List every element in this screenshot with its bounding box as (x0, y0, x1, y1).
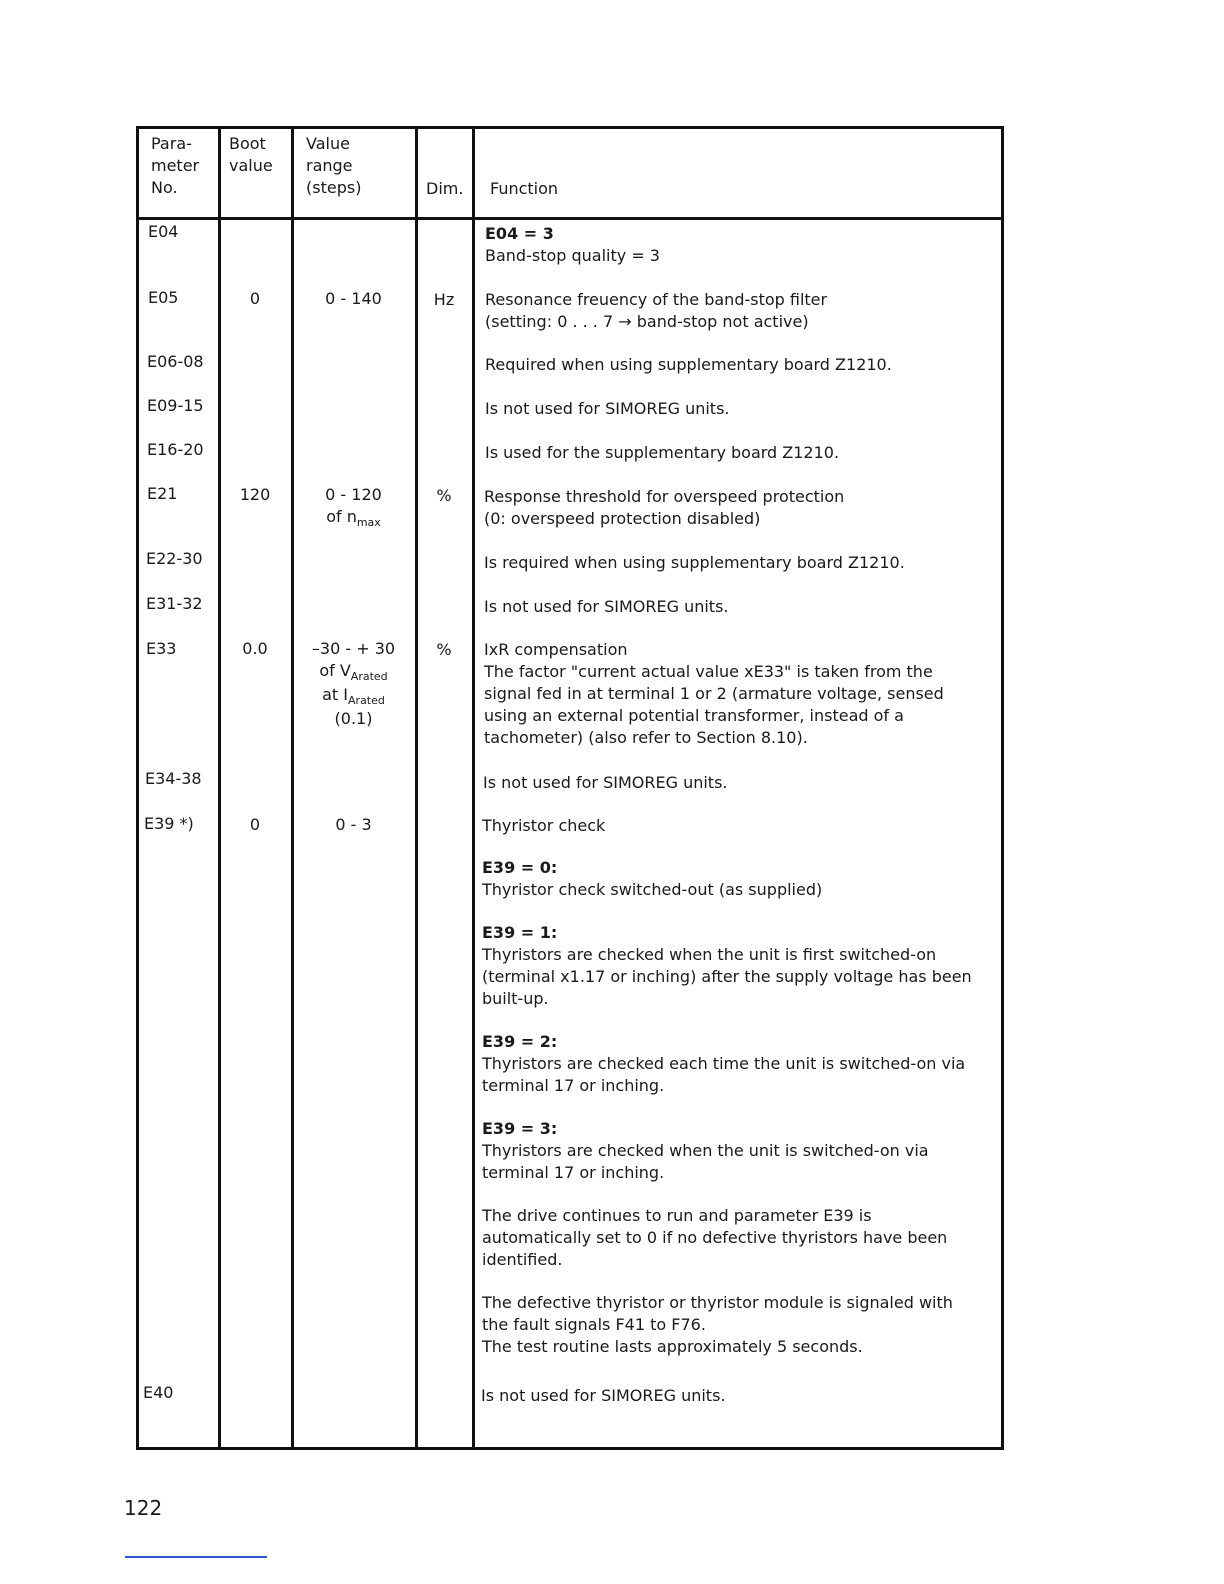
header-param: Para- meter No. (151, 134, 200, 197)
param-e40: E40 (143, 1383, 174, 1402)
func-e34-38: Is not used for SIMOREG units. (483, 773, 728, 792)
func-e21: Response threshold for overspeed protection (0: overspeed protection disabled) (484, 487, 845, 528)
param-e06-08: E06-08 (147, 352, 204, 371)
header-dim: Dim. (426, 179, 464, 198)
dim-e21: % (436, 486, 452, 505)
dim-e05: Hz (433, 290, 455, 309)
column-divider (291, 129, 294, 1447)
footer-rule (125, 1556, 267, 1558)
func-e06-08: Required when using supplementary board Z1210. (485, 355, 892, 374)
column-divider (472, 129, 475, 1447)
column-divider (218, 129, 221, 1447)
func-e40: Is not used for SIMOREG units. (481, 1386, 726, 1405)
range-e05: 0 - 140 (325, 289, 382, 308)
parameter-table (136, 126, 1004, 1450)
column-divider (415, 129, 418, 1447)
param-e16-20: E16-20 (147, 440, 204, 459)
range-e33: –30 - + 30 of $V_{Arated}$ at $I_{Arated}$ (0.1) (311, 639, 396, 728)
boot-e21: 120 (239, 485, 271, 504)
header-divider (139, 217, 1001, 220)
range-e21: 0 - 120 of $n_{max}$ (325, 485, 382, 529)
header-function: Function (490, 179, 559, 198)
boot-e33: 0.0 (242, 639, 268, 658)
param-e33: E33 (146, 639, 177, 658)
param-e31-32: E31-32 (146, 594, 203, 613)
param-e21: E21 (147, 484, 178, 503)
param-e04: E04 (148, 222, 179, 241)
header-range: Value range (steps) (306, 134, 362, 197)
header-boot: Boot value (229, 134, 273, 175)
func-e05: Resonance freuency of the band-stop filter (setting: 0 . . . 7 → band-stop not active) (485, 290, 828, 331)
range-e39: 0 - 3 (335, 815, 372, 834)
boot-e05: 0 (249, 289, 261, 308)
page-number: 122 (124, 1496, 163, 1520)
dim-e33: % (436, 640, 452, 659)
param-e05: E05 (148, 288, 179, 307)
param-e34-38: E34-38 (145, 769, 202, 788)
boot-e39: 0 (249, 815, 261, 834)
func-e04: E04 = 3 Band-stop quality = 3 (485, 224, 660, 265)
func-e31-32: Is not used for SIMOREG units. (484, 597, 729, 616)
param-e22-30: E22-30 (146, 549, 203, 568)
param-e09-15: E09-15 (147, 396, 204, 415)
func-e22-30: Is required when using supplementary board Z1210. (484, 553, 905, 572)
param-e39: E39 *) (144, 814, 194, 833)
func-e16-20: Is used for the supplementary board Z1210. (485, 443, 840, 462)
func-e39: Thyristor check E39 = 0: Thyristor check switched-out (as supplied) E39 = 1: Thyristors are checked when the unit is first switched-on (terminal x1.17 or inching) after the supply voltage has been built-up. E39 = 2: Thyristors are checked each time the unit is switched-on via terminal 17 or inching. E39 = 3: Thyristors are checked when the unit is switched-on via terminal 17 or inching. The drive continues to run and parameter E39 is automatically set to 0 if no defective thyristors have been identified. The defective thyristor or thyristor module is signaled with the fault signals F41 to F76. The test routine lasts approximately 5 seconds. (482, 816, 972, 1356)
func-e09-15: Is not used for SIMOREG units. (485, 399, 730, 418)
func-e33: IxR compensation The factor "current actual value xE33" is taken from the signal fed in at terminal 1 or 2 (armature voltage, sensed using an external potential transformer, instead of a tachometer) (also refer to Section 8.10). (484, 640, 944, 747)
